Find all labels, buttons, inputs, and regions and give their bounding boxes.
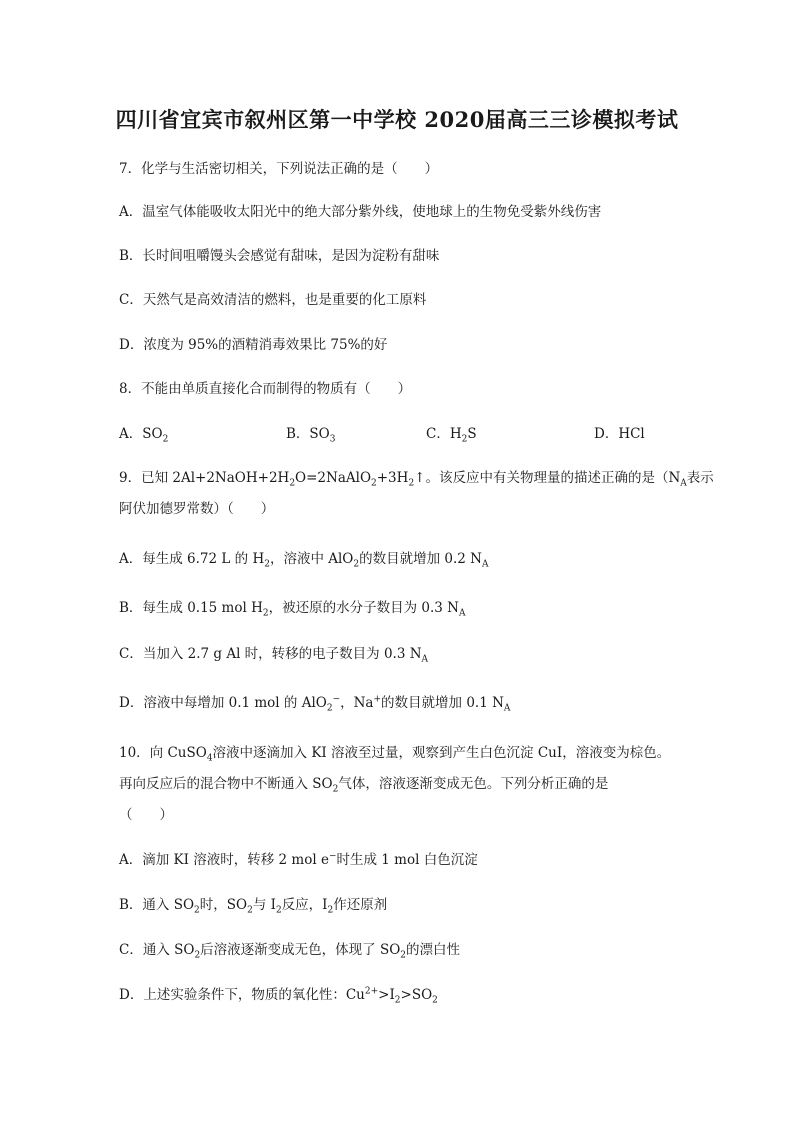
q9-option-d: D．溶液中每增加 0.1 mol 的 AlO$_2$−，Na+的数目就增加 0.1 $N_A$ <box>119 694 511 714</box>
q10-option-a: A．滴加 KI 溶液时，转移 2 mol e−时生成 1 mol 白色沉淀 <box>119 851 478 868</box>
q7-option-a: A．温室气体能吸收太阳光中的绝大部分紫外线，使地球上的生物免受紫外线伤害 <box>119 204 602 220</box>
q9-stem-line1: 9．已知 $2Al+2NaOH+2H_2O=2NaAlO_2+3H_2↑$。该反应中有关物理量的描述正确的是（$N_A$表示 <box>119 470 714 489</box>
q7-option-d: D．浓度为 95%的酒精消毒效果比 75%的好 <box>119 337 388 353</box>
q9-option-b: B．每生成 0.15 mol $H_2$，被还原的水分子数目为 0.3 $N_A$ <box>119 600 466 619</box>
q7-option-c: C．天然气是高效清洁的燃料，也是重要的化工原料 <box>119 292 427 308</box>
q10-option-b: B．通入 $SO_2$时，$SO_2$与 $I_2$反应，$I_2$作还原剂 <box>119 897 388 916</box>
q10-stem-line3: （ ） <box>119 807 173 823</box>
q8-option-b: B．$SO_3$ <box>286 426 336 445</box>
q8-option-c: C．$H_2S$ <box>426 426 477 445</box>
q9-stem-line2: 阿伏加德罗常数）（ ） <box>119 501 275 517</box>
q9-option-c: C．当加入 2.7 g Al 时，转移的电子数目为 0.3 $N_A$ <box>119 646 429 665</box>
q7-stem: 7．化学与生活密切相关，下列说法正确的是（ ） <box>119 161 439 177</box>
exam-title: 四川省宜宾市叙州区第一中学校 2020届高三三诊模拟考试 <box>115 107 679 132</box>
q7-option-b: B．长时间咀嚼馒头会感觉有甜味，是因为淀粉有甜味 <box>119 248 440 264</box>
q10-stem-line2: 再向反应后的混合物中不断通入 $SO_2$气体，溶液逐渐变成无色。下列分析正确的是 <box>119 776 609 795</box>
q10-option-d: D．上述实验条件下，物质的氧化性：$Cu^{2+}>I_2>SO_2$ <box>119 986 438 1006</box>
q8-stem: 8．不能由单质直接化合而制得的物质有（ ） <box>119 381 412 397</box>
q8-option-d: D．HCl <box>594 426 645 442</box>
q10-stem-line1: 10．向 CuSO$_4$溶液中逐滴加入 KI 溶液至过量，观察到产生白色沉淀 CuI，溶液变为棕色。 <box>119 745 671 764</box>
q8-option-a: A．$SO_2$ <box>119 426 169 445</box>
q10-option-c: C．通入 $SO_2$后溶液逐渐变成无色，体现了 $SO_2$的漂白性 <box>119 942 461 961</box>
q9-option-a: A．每生成 6.72 L 的 $H_2$，溶液中 AlO$_2$的数目就增加 0.2 $N_A$ <box>119 551 489 570</box>
